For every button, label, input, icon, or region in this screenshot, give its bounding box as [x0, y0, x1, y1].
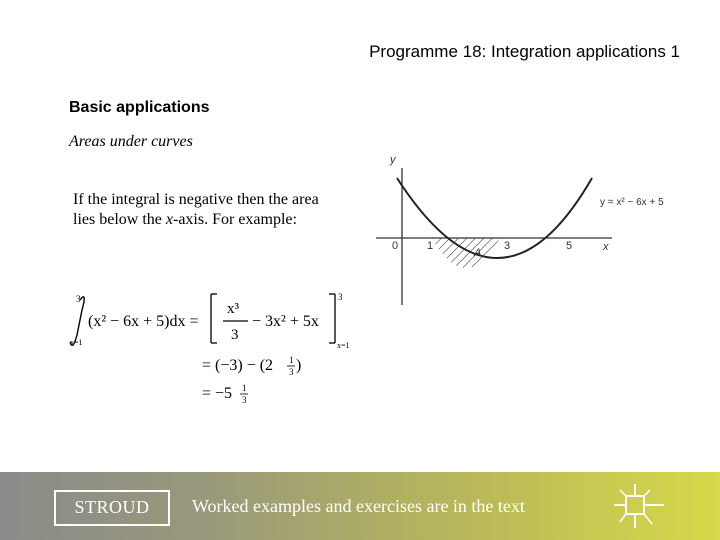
line2-fraction-num: 1	[289, 355, 294, 365]
tick-label-3: 3	[504, 240, 511, 252]
line2-close-paren: )	[296, 357, 302, 374]
line2-fraction-den: 3	[289, 367, 294, 377]
body-paragraph	[73, 190, 333, 230]
section-subheading: Areas under curves	[69, 133, 193, 150]
bracket-terms: − 3x² + 5x	[252, 313, 319, 330]
integrand: (x² − 6x + 5)dx =	[88, 313, 199, 330]
integral-upper-limit: 3	[76, 294, 81, 304]
bracket-upper-limit: 3	[338, 292, 343, 302]
area-graph	[370, 148, 690, 313]
x-axis-label: x	[603, 241, 609, 253]
body-text-part1: If the integral is negative then the area lies below the	[73, 191, 319, 228]
equation-line-3: = −5	[202, 385, 233, 402]
line3-fraction-num: 1	[242, 383, 247, 393]
tick-label-1: 1	[427, 240, 434, 252]
stroud-logo: STROUD	[54, 490, 170, 526]
line3-fraction-den: 3	[242, 395, 247, 405]
section-heading: Basic applications	[69, 99, 210, 116]
shaded-area	[432, 238, 500, 268]
fraction-numerator: x³	[227, 301, 239, 317]
footer-bar	[0, 472, 720, 540]
page-title: Programme 18: Integration applications 1	[369, 42, 680, 61]
fraction-denominator: 3	[231, 327, 239, 343]
body-text-part2: -axis. For example:	[172, 211, 297, 228]
integral-lower-limit: x=1	[70, 338, 83, 347]
body-text-variable: x	[165, 211, 173, 228]
equation-line-2: = (−3) − (2	[202, 357, 274, 374]
tick-label-5: 5	[566, 240, 573, 252]
tick-label-0: 0	[392, 240, 399, 252]
area-label: A	[474, 247, 482, 259]
curve-equation-label: y = x² − 6x + 5	[600, 197, 664, 208]
integral-equation	[60, 280, 380, 420]
footer-caption: Worked examples and exercises are in the text	[192, 496, 525, 516]
bracket-lower-limit: x=1	[337, 341, 350, 350]
sunburst-icon	[612, 482, 668, 532]
y-axis-label: y	[390, 154, 396, 166]
